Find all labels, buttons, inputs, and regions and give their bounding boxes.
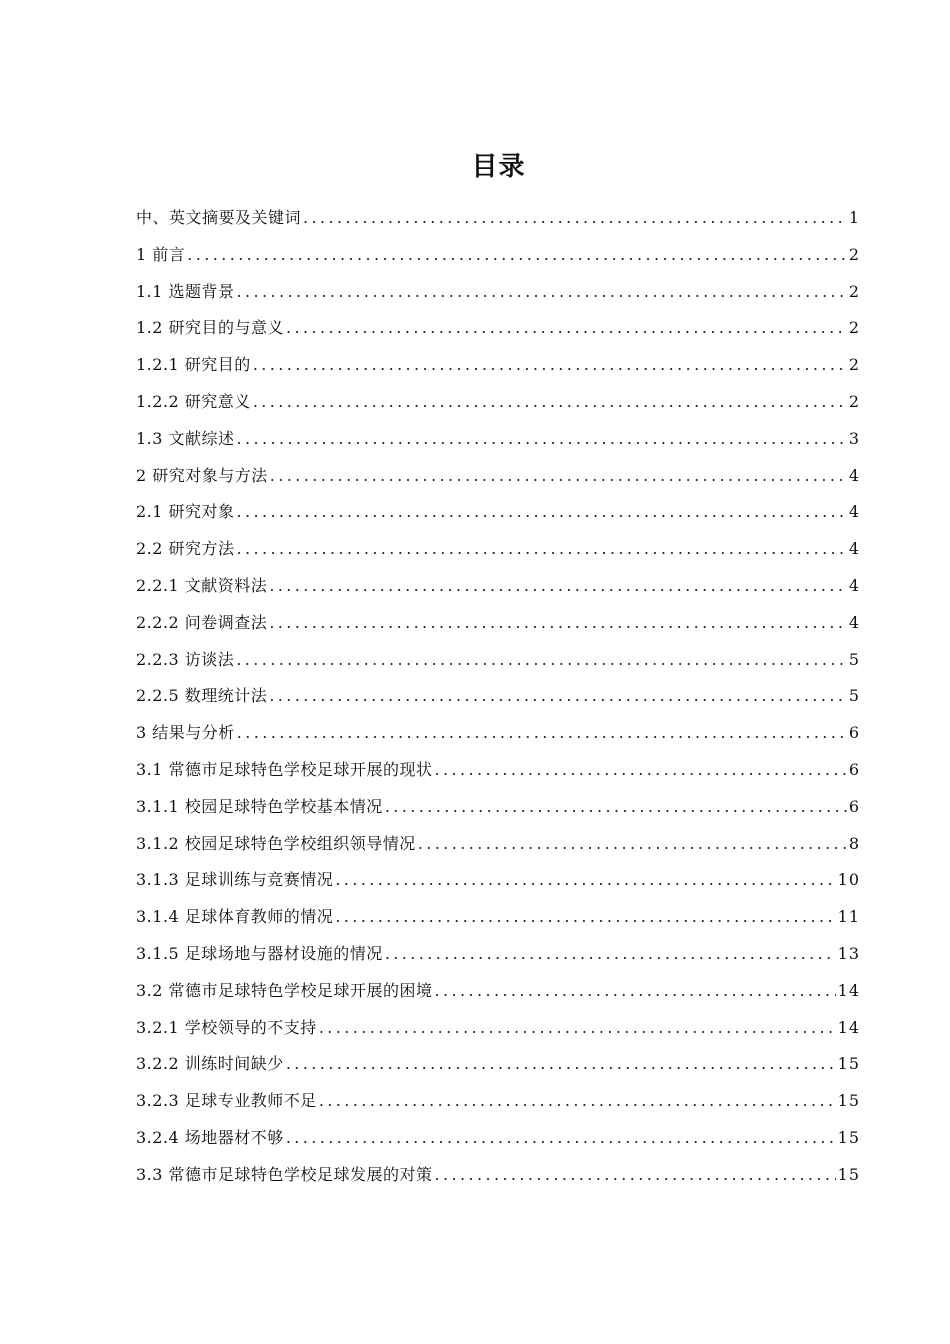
toc-entry-title: 2.2.2 问卷调查法 (136, 612, 268, 632)
toc-entry[interactable] (136, 1120, 860, 1157)
toc-entry-title: 2.2.3 访谈法 (136, 649, 235, 669)
toc-entry-title: 3.2.4 场地器材不够 (136, 1127, 284, 1147)
toc-dot-leader (237, 494, 847, 531)
toc-page-number: 2 (848, 391, 860, 411)
toc-page-number: 6 (848, 723, 860, 743)
toc-page-number: 2 (848, 355, 860, 375)
toc-dot-leader (418, 826, 847, 863)
toc-dot-leader (237, 531, 847, 568)
toc-entry[interactable] (136, 752, 860, 789)
toc-entry[interactable] (136, 678, 860, 715)
toc-entry[interactable] (136, 899, 860, 936)
toc-dot-leader (286, 1120, 836, 1157)
toc-dot-leader (435, 973, 836, 1010)
toc-page-number: 11 (837, 907, 860, 927)
toc-page-number: 15 (837, 1127, 860, 1147)
toc-entry-title: 3.1.1 校园足球特色学校基本情况 (136, 796, 383, 816)
toc-dot-leader (385, 789, 847, 826)
toc-entry-title: 中、英文摘要及关键词 (136, 208, 302, 227)
toc-entry-title: 1.3 文献综述 (136, 428, 235, 448)
toc-entry[interactable] (136, 237, 860, 274)
toc-dot-leader (303, 200, 847, 237)
toc-entry[interactable] (136, 310, 860, 347)
toc-entry[interactable] (136, 862, 860, 899)
toc-page-number: 1 (848, 208, 860, 227)
toc-dot-leader (269, 605, 847, 642)
toc-entry[interactable] (136, 274, 860, 311)
toc-page-number: 13 (837, 943, 860, 963)
toc-entry[interactable] (136, 531, 860, 568)
toc-entry[interactable] (136, 1157, 860, 1194)
toc-page-number: 2 (848, 244, 860, 264)
toc-entry-title: 3.2.1 学校领导的不支持 (136, 1017, 317, 1037)
table-of-contents (136, 200, 860, 1194)
toc-page-number: 4 (848, 575, 860, 595)
toc-entry-title: 2.2.5 数理统计法 (136, 686, 268, 706)
toc-page-number: 10 (837, 870, 860, 890)
toc-page-number: 6 (848, 759, 860, 779)
toc-entry[interactable] (136, 494, 860, 531)
toc-entry-title: 3.1.5 足球场地与器材设施的情况 (136, 943, 383, 963)
toc-dot-leader (237, 274, 847, 311)
toc-entry[interactable] (136, 458, 860, 495)
toc-entry-title: 1 前言 (136, 244, 186, 264)
toc-entry-title: 1.1 选题背景 (136, 281, 235, 301)
toc-dot-leader (435, 1157, 836, 1194)
toc-entry[interactable] (136, 826, 860, 863)
toc-dot-leader (435, 752, 847, 789)
toc-page-number: 14 (837, 1017, 860, 1037)
toc-dot-leader (270, 458, 847, 495)
toc-entry[interactable] (136, 568, 860, 605)
toc-entry-title: 3.2.3 足球专业教师不足 (136, 1091, 317, 1111)
toc-dot-leader (253, 384, 847, 421)
toc-entry[interactable] (136, 936, 860, 973)
toc-entry-title: 3 结果与分析 (136, 723, 235, 743)
toc-entry-title: 3.1 常德市足球特色学校足球开展的现状 (136, 759, 433, 779)
toc-dot-leader (269, 568, 847, 605)
toc-dot-leader (187, 237, 847, 274)
toc-dot-leader (335, 862, 835, 899)
toc-entry[interactable] (136, 200, 860, 237)
toc-entry-title: 1.2 研究目的与意义 (136, 318, 285, 338)
toc-page-number: 8 (848, 833, 860, 853)
toc-entry-title: 3.1.4 足球体育教师的情况 (136, 907, 334, 927)
toc-page-number: 4 (848, 539, 860, 559)
toc-page-number: 3 (848, 428, 860, 448)
toc-dot-leader (286, 310, 847, 347)
toc-entry-title: 3.1.2 校园足球特色学校组织领导情况 (136, 833, 416, 853)
toc-entry[interactable] (136, 1046, 860, 1083)
toc-entry[interactable] (136, 421, 860, 458)
toc-page-number: 4 (848, 502, 860, 522)
toc-entry[interactable] (136, 789, 860, 826)
toc-page-number: 15 (837, 1091, 860, 1111)
toc-dot-leader (319, 1010, 836, 1047)
toc-entry-title: 1.2.1 研究目的 (136, 355, 251, 375)
toc-entry-title: 1.2.2 研究意义 (136, 391, 251, 411)
toc-entry-title: 2.2 研究方法 (136, 539, 235, 559)
toc-dot-leader (237, 421, 847, 458)
toc-dot-leader (319, 1083, 836, 1120)
toc-entry[interactable] (136, 642, 860, 679)
toc-page-number: 2 (848, 318, 860, 338)
toc-entry-title: 2.2.1 文献资料法 (136, 575, 268, 595)
toc-entry[interactable] (136, 973, 860, 1010)
toc-title: 目录 (471, 152, 526, 182)
toc-dot-leader (236, 642, 847, 679)
toc-entry-title: 3.2 常德市足球特色学校足球开展的困境 (136, 980, 433, 1000)
toc-page-number: 5 (848, 686, 860, 706)
toc-page-number: 15 (837, 1164, 860, 1184)
toc-page-number: 4 (848, 465, 860, 485)
toc-entry[interactable] (136, 605, 860, 642)
toc-entry-title: 2.1 研究对象 (136, 502, 235, 522)
toc-page-number: 4 (848, 612, 860, 632)
toc-page-number: 2 (848, 281, 860, 301)
toc-entry[interactable] (136, 384, 860, 421)
toc-entry[interactable] (136, 1010, 860, 1047)
toc-page-number: 6 (848, 796, 860, 816)
toc-dot-leader (237, 715, 847, 752)
toc-entry-title: 3.3 常德市足球特色学校足球发展的对策 (136, 1164, 433, 1184)
toc-entry[interactable] (136, 715, 860, 752)
toc-dot-leader (269, 678, 847, 715)
toc-entry-title: 3.1.3 足球训练与竞赛情况 (136, 870, 334, 890)
toc-dot-leader (253, 347, 847, 384)
toc-entry-title: 2 研究对象与方法 (136, 465, 268, 485)
toc-dot-leader (335, 899, 835, 936)
toc-entry[interactable] (136, 347, 860, 384)
toc-entry-title: 3.2.2 训练时间缺少 (136, 1054, 284, 1074)
toc-dot-leader (286, 1046, 836, 1083)
toc-dot-leader (385, 936, 836, 973)
toc-page-number: 15 (837, 1054, 860, 1074)
toc-page-number: 14 (837, 980, 860, 1000)
toc-entry[interactable] (136, 1083, 860, 1120)
toc-page-number: 5 (848, 649, 860, 669)
